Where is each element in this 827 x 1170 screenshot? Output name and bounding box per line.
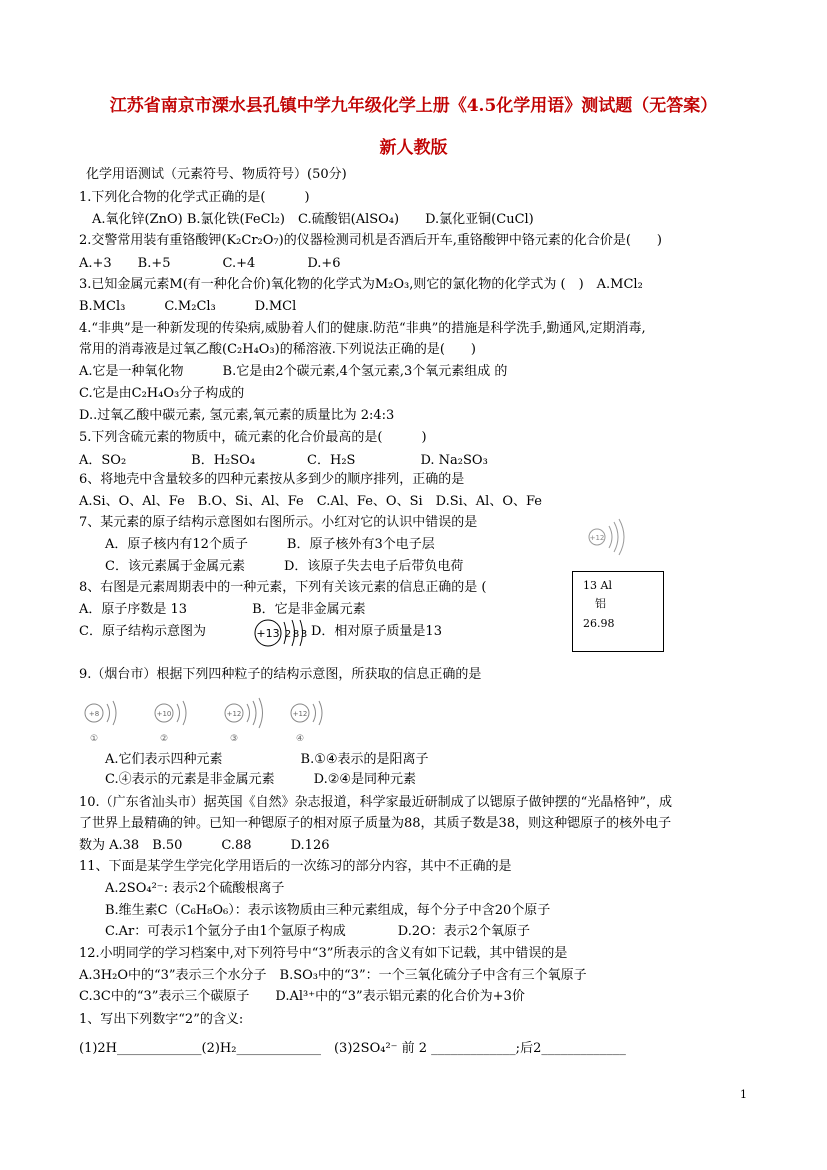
- atom-structure-diagram-q8: [250, 617, 310, 649]
- question-12-option-cd: C.3C中的“3”表示三个碳原子 D.Al³⁺中的“3”表示铝元素的化合价为+3价: [79, 989, 525, 1004]
- test-heading: 化学用语测试（元素符号、物质符号）(50分): [86, 167, 347, 182]
- particle-diagram-1: [85, 701, 116, 744]
- document-title-line1: 江苏省南京市溧水县孔镇中学九年级化学上册《4.5化学用语》测试题（无答案）: [109, 96, 718, 116]
- question-4-option-ab: A.它是一种氧化物 B.它是由2个碳元素,4个氢元素,3个氧元素组成 的: [79, 364, 508, 379]
- particle-diagrams-q9: [80, 693, 330, 745]
- particle-diagram-4: [291, 701, 322, 744]
- question-9-option-cd: C.④表示的元素是非金属元素 D.②④是同种元素: [79, 772, 417, 787]
- question-5-options: A．SO₂ B．H₂SO₄ C．H₂S D. Na₂SO₃: [79, 453, 488, 468]
- question-10-line3: 数为 A.38 B.50 C.88 D.126: [79, 838, 330, 853]
- particle-1-nucleus: +8: [88, 710, 100, 718]
- element-name: 铝: [595, 597, 606, 610]
- question-8: 8、右图是元素周期表中的一种元素，下列有关该元素的信息正确的是 (: [79, 580, 487, 595]
- question-11-option-cd: C.Ar：可表示1个氩分子由1个氩原子构成 D.2O：表示2个氧原子: [79, 924, 531, 939]
- question-2: 2.交警常用装有重铬酸钾(K₂Cr₂O₇)的仪器检测司机是否酒后开车,重铬酸钾中铬元素的化合价是( ): [79, 233, 662, 248]
- element-symbol: Al: [600, 579, 612, 592]
- element-number: 13: [583, 579, 597, 592]
- particle-diagram-2: [155, 701, 186, 744]
- question-11-option-b: B.维生素C（C₆H₈O₆）：表示该物质由三种元素组成，每个分子中含20个原子: [79, 903, 551, 918]
- particle-4-nucleus: +12: [292, 710, 308, 718]
- question-7-option-cd: C．该元素属于金属元素 D．该原子失去电子后带负电荷: [79, 559, 464, 574]
- question-4-option-d: D..过氧乙酸中碳元素, 氢元素,氧元素的质量比为 2:4:3: [79, 408, 395, 423]
- question-12: 12.小明同学的学习档案中,对下列符号中“3”所表示的含义有如下记载，其中错误的是: [79, 946, 568, 961]
- q7-nucleus-label: +12: [589, 534, 605, 542]
- question-4-line1: 4.“非典”是一种新发现的传染病,威胁着人们的健康.防范“非典”的措施是科学洗手,勤通风,定期消毒,: [79, 321, 646, 336]
- question-2-options: A.+3 B.+5 C.+4 D.+6: [79, 256, 341, 271]
- question-7-option-ab: A．原子核内有12个质子 B．原子核外有3个电子层: [79, 537, 435, 552]
- question-8-option-ab: A．原子序数是 13 B．它是非金属元素: [79, 602, 366, 617]
- question-12-option-ab: A.3H₂O中的“3”表示三个水分子 B.SO₃中的“3”：一个三氧化硫分子中含有三个氧原子: [79, 968, 587, 983]
- question-11: 11、下面是某学生学完化学用语后的一次练习的部分内容，其中不正确的是: [79, 859, 512, 874]
- question-4-line2: 常用的消毒液是过氧乙酸(C₂H₄O₃)的稀溶液.下列说法正确的是( ): [79, 342, 476, 357]
- document-title-line2: 新人教版: [379, 138, 448, 158]
- svg-text:8: 8: [292, 629, 300, 640]
- question-8-option-d: D．相对原子质量是13: [311, 624, 442, 639]
- particle-2-nucleus: +10: [156, 710, 172, 718]
- particle-diagram-3: [225, 698, 263, 744]
- fill-question-1-blanks: (1)2H_____________(2)H₂_____________ (3)2SO₄²⁻ 前 2 _____________;后2_____________: [79, 1041, 626, 1056]
- question-7: 7、某元素的原子结构示意图如右图所示。小红对它的认识中错误的是: [79, 515, 478, 530]
- atom-structure-diagram-q7: [583, 512, 633, 562]
- periodic-element-card: [572, 571, 664, 652]
- element-mass: 26.98: [583, 617, 615, 630]
- particle-1-label: ①: [89, 734, 99, 744]
- question-3: 3.已知金属元素M(有一种化合价)氧化物的化学式为M₂O₃,则它的氯化物的化学式为 ( ) A.MCl₂: [79, 277, 643, 292]
- question-10-line2: 了世界上最精确的钟。已知一种锶原子的相对原子质量为88，其质子数是38，则这种锶原子的核外电子: [79, 816, 672, 831]
- question-6: 6、将地壳中含量较多的四种元素按从多到少的顺序排列，正确的是: [79, 472, 465, 487]
- page-number: 1: [740, 1088, 747, 1101]
- question-5: 5.下列含硫元素的物质中，硫元素的化合价最高的是( ): [79, 430, 427, 445]
- question-11-option-a: A.2SO₄²⁻: 表示2个硫酸根离子: [79, 881, 285, 896]
- svg-text:2: 2: [284, 629, 292, 640]
- question-9: 9.（烟台市）根据下列四种粒子的结构示意图，所获取的信息正确的是: [79, 667, 482, 682]
- question-1-options: A.氧化锌(ZnO) B.氯化铁(FeCl₂) C.硫酸铝(AlSO₄) D.氯化亚铜(CuCl): [79, 212, 534, 227]
- question-4-option-c: C.它是由C₂H₄O₃分子构成的: [79, 386, 245, 401]
- svg-text:3: 3: [300, 629, 308, 640]
- question-1: 1.下列化合物的化学式正确的是( ): [79, 190, 310, 205]
- question-3-options: B.MCl₃ C.M₂Cl₃ D.MCl: [79, 299, 297, 314]
- question-9-option-ab: A.它们表示四种元素 B.①④表示的是阳离子: [79, 752, 429, 767]
- q8-nucleus-label: +13: [256, 627, 280, 640]
- particle-3-nucleus: +12: [226, 710, 242, 718]
- fill-question-1: 1、写出下列数字“2”的含义:: [79, 1012, 244, 1027]
- question-10-line1: 10.（广东省汕头市）据英国《自然》杂志报道，科学家最近研制成了以锶原子做钟摆的“光晶格钟”，成: [79, 795, 672, 810]
- particle-3-label: ③: [229, 734, 239, 744]
- particle-2-label: ②: [159, 734, 169, 744]
- question-6-options: A.Si、O、Al、Fe B.O、Si、Al、Fe C.Al、Fe、O、Si D.Si、Al、O、Fe: [79, 494, 542, 509]
- particle-4-label: ④: [295, 734, 305, 744]
- question-8-option-c: C．原子结构示意图为: [79, 624, 206, 639]
